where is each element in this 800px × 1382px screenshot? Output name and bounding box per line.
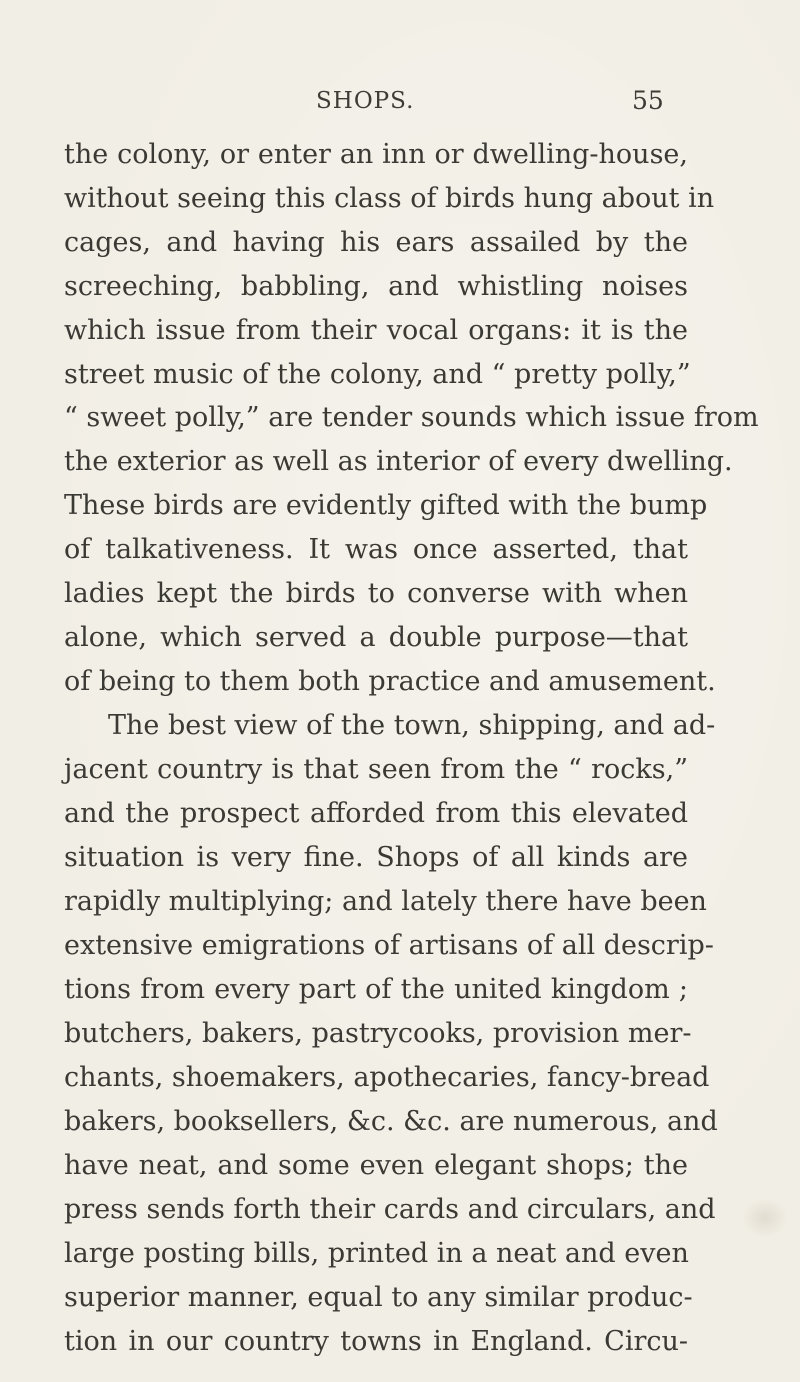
text-line: the colony, or enter an inn or dwelling-house, [64, 139, 688, 170]
text-line: butchers, bakers, pastrycooks, provision mer- [64, 1018, 692, 1049]
text-line: street music of the colony, and “ pretty polly,” [64, 359, 691, 390]
text-line: These birds are evidently gifted with the bump [64, 490, 708, 521]
text-line: jacent country is that seen from the “ rocks,” [64, 754, 688, 785]
text-line: the exterior as well as interior of every dwelling. [64, 446, 733, 477]
text-line: have neat, and some even elegant shops; the [64, 1150, 688, 1181]
text-line: situation is very fine. Shops of all kinds are [64, 842, 688, 873]
text-line: of talkativeness. It was once asserted, that [64, 534, 688, 565]
text-line: and the prospect afforded from this elevated [64, 798, 688, 829]
text-line: cages, and having his ears assailed by the [64, 227, 688, 258]
text-line: without seeing this class of birds hung about in [64, 183, 715, 214]
text-line: ladies kept the birds to converse with when [64, 578, 688, 609]
page-number: 55 [632, 86, 664, 115]
text-line: of being to them both practice and amusement. [64, 666, 716, 697]
text-line: screeching, babbling, and whistling noises [64, 271, 688, 302]
text-line: rapidly multiplying; and lately there have been [64, 886, 707, 917]
text-line: extensive emigrations of artisans of all descrip- [64, 930, 714, 961]
text-line: bakers, booksellers, &c. &c. are numerous, and [64, 1106, 718, 1137]
text-line: “ sweet polly,” are tender sounds which issue from [64, 402, 759, 433]
text-line: alone, which served a double purpose—that [64, 622, 688, 653]
paper-stain [742, 1198, 788, 1238]
running-title: SHOPS. [316, 88, 415, 114]
text-line: tion in our country towns in England. Circu- [64, 1326, 688, 1357]
text-line: press sends forth their cards and circulars, and [64, 1194, 716, 1225]
text-line: large posting bills, printed in a neat and even [64, 1238, 689, 1269]
text-line: which issue from their vocal organs: it is the [64, 315, 688, 346]
text-line: chants, shoemakers, apothecaries, fancy-bread [64, 1062, 710, 1093]
text-line: tions from every part of the united kingdom ; [64, 974, 688, 1005]
text-line: superior manner, equal to any similar produc- [64, 1282, 693, 1313]
text-line: The best view of the town, shipping, and ad- [108, 710, 716, 741]
